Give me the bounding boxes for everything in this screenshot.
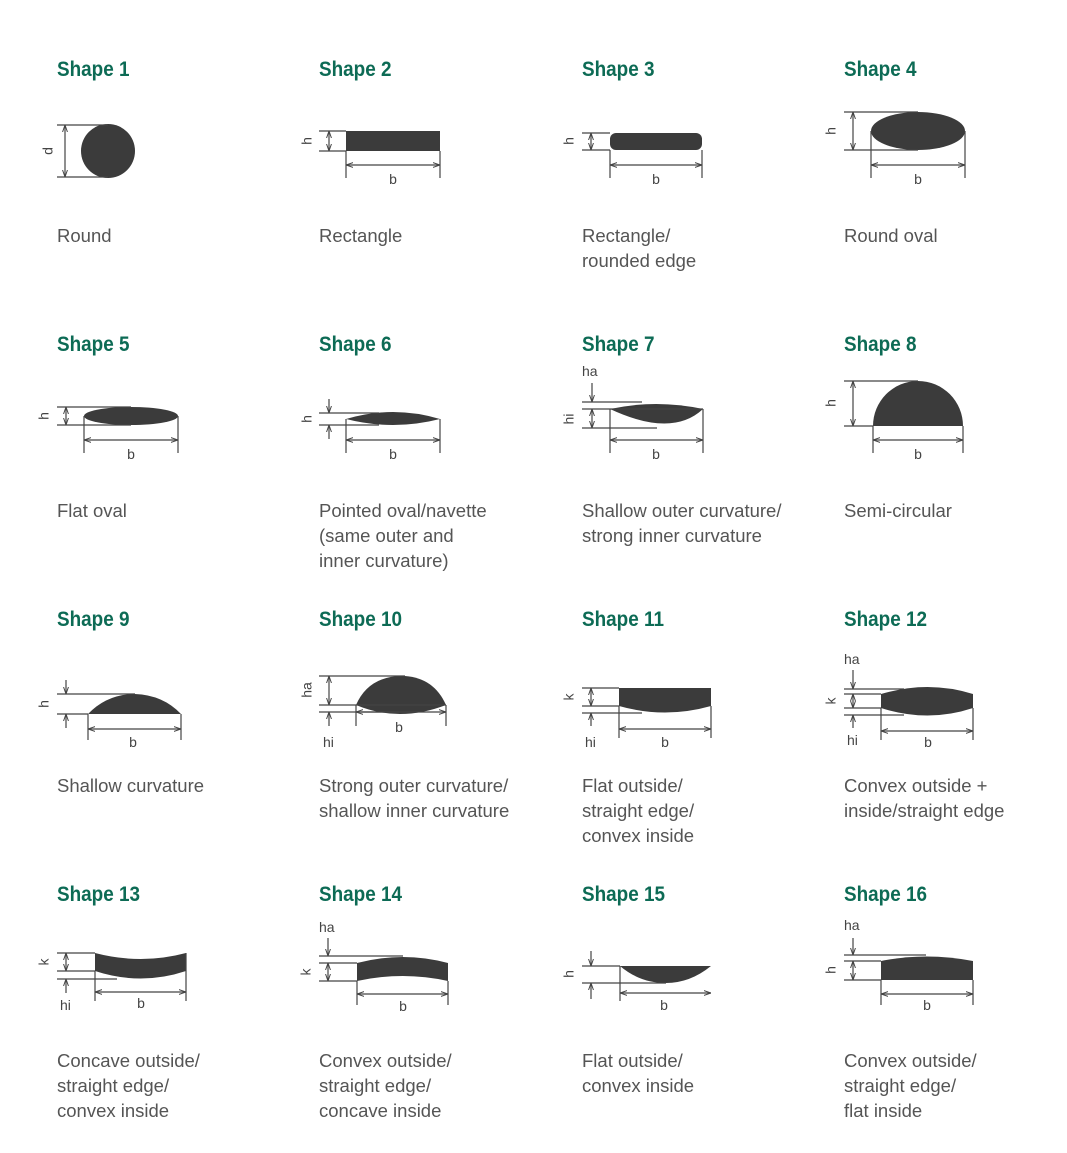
shape-8-diagram — [822, 333, 1067, 483]
dim-label-b: b — [652, 171, 660, 187]
dim-label-b: b — [652, 446, 660, 462]
dim-label-ha: ha — [844, 917, 860, 933]
dim-label-hi: hi — [323, 734, 334, 750]
shape-title: Shape 14 — [319, 883, 402, 906]
dim-label-h: h — [35, 700, 52, 708]
dim-label-h: h — [35, 412, 52, 420]
dim-label-b: b — [399, 998, 407, 1014]
shape-card-7 — [560, 333, 822, 603]
shape-description: Flat outside/ straight edge/ convex inside — [582, 775, 695, 846]
shape-card-9 — [35, 608, 297, 878]
dim-label-b: b — [914, 446, 922, 462]
dim-label-ha: ha — [298, 682, 315, 698]
shape-title: Shape 13 — [57, 883, 140, 906]
shape-title: Shape 2 — [319, 58, 392, 81]
shape-card-13 — [35, 883, 297, 1153]
shape-description: Round — [57, 225, 112, 246]
shape-4-diagram — [822, 58, 1067, 208]
dim-label-k: k — [560, 693, 577, 701]
shape-3-diagram — [560, 58, 822, 208]
shape-6-profile — [346, 412, 440, 425]
dim-label-ha: ha — [319, 919, 335, 935]
shape-1-profile — [81, 124, 135, 178]
shape-15-diagram — [560, 883, 822, 1033]
shape-10-diagram — [298, 608, 559, 758]
shape-15-profile — [620, 966, 711, 983]
shape-description: Rectangle — [319, 225, 403, 246]
dim-label-k: k — [822, 697, 839, 705]
shape-7-profile — [610, 404, 703, 424]
shape-16-profile — [881, 957, 973, 981]
shape-description: Pointed oval/navette (same outer and inner curvature) — [319, 500, 487, 571]
shape-description: Rectangle/ rounded edge — [582, 225, 697, 271]
shape-9-profile — [88, 694, 181, 714]
shape-card-15 — [560, 883, 822, 1153]
shape-8-profile — [873, 381, 963, 426]
dim-label-h: h — [560, 137, 577, 145]
shape-4-profile — [871, 112, 965, 150]
shape-card-6 — [298, 333, 559, 603]
shape-9-diagram — [35, 608, 297, 758]
shape-1-diagram — [39, 58, 297, 208]
dim-label-h: h — [822, 399, 839, 407]
shape-12-diagram — [822, 608, 1067, 758]
dim-label-b: b — [129, 734, 137, 750]
shape-11-diagram — [560, 608, 822, 758]
shape-title: Shape 16 — [844, 883, 927, 906]
shape-2-diagram — [298, 58, 559, 208]
dim-label-h: h — [822, 127, 839, 135]
shape-description: Convex outside/ straight edge/ concave inside — [319, 1050, 452, 1121]
shape-card-1 — [39, 58, 297, 328]
shape-description: Flat outside/ convex inside — [582, 1050, 695, 1096]
dim-label-hi: hi — [60, 997, 71, 1013]
shape-title: Shape 12 — [844, 608, 927, 631]
shape-13-profile — [95, 953, 186, 979]
shape-6-diagram — [298, 333, 559, 483]
dim-label-h: h — [822, 966, 839, 974]
dim-label-b: b — [389, 171, 397, 187]
shape-description: Flat oval — [57, 500, 127, 521]
shape-title: Shape 1 — [57, 58, 130, 81]
shape-5-profile — [84, 407, 178, 425]
dim-label-b: b — [923, 997, 931, 1013]
shape-description: Concave outside/ straight edge/ convex inside — [57, 1050, 200, 1121]
dim-label-d: d — [39, 147, 56, 155]
shape-description: Semi-circular — [844, 500, 952, 521]
dim-label-b: b — [924, 734, 932, 750]
shape-card-2 — [298, 58, 559, 328]
shape-description: Strong outer curvature/ shallow inner curvature — [319, 775, 510, 821]
shape-title: Shape 3 — [582, 58, 655, 81]
shape-13-diagram — [35, 883, 297, 1033]
shape-11-profile — [619, 688, 711, 713]
dim-label-b: b — [127, 446, 135, 462]
shape-5-diagram — [35, 333, 297, 483]
dim-label-b: b — [661, 734, 669, 750]
shape-card-14 — [297, 883, 559, 1153]
shape-description: Convex outside + inside/straight edge — [844, 775, 1005, 821]
shape-description: Shallow curvature — [57, 775, 205, 796]
shape-16-diagram — [822, 883, 1067, 1033]
shape-title: Shape 8 — [844, 333, 917, 356]
shape-title: Shape 9 — [57, 608, 130, 631]
dim-label-k: k — [297, 968, 314, 976]
dim-label-ha: ha — [844, 651, 860, 667]
dim-label-k: k — [35, 958, 52, 966]
shape-14-profile — [357, 957, 448, 981]
shape-title: Shape 4 — [844, 58, 917, 81]
shape-3-profile — [610, 133, 702, 150]
dim-label-b: b — [660, 997, 668, 1013]
dim-label-b: b — [395, 719, 403, 735]
dim-label-b: b — [389, 446, 397, 462]
shape-card-5 — [35, 333, 297, 603]
shape-description: Shallow outer curvature/ strong inner curvature — [582, 500, 782, 546]
shape-title: Shape 7 — [582, 333, 655, 356]
shape-description: Round oval — [844, 225, 938, 246]
shape-card-12 — [822, 608, 1067, 878]
dim-label-ha: ha — [582, 363, 598, 379]
dim-label-b: b — [914, 171, 922, 187]
shape-card-8 — [822, 333, 1067, 603]
shape-title: Shape 11 — [582, 608, 664, 631]
shape-card-10 — [298, 608, 559, 878]
shape-card-11 — [560, 608, 822, 878]
shape-7-diagram — [560, 333, 822, 483]
shape-14-diagram — [297, 883, 559, 1033]
shape-description: Convex outside/ straight edge/ flat inside — [844, 1050, 977, 1121]
shape-title: Shape 5 — [57, 333, 130, 356]
dim-label-h: h — [560, 970, 577, 978]
shape-10-profile — [356, 676, 446, 714]
dim-label-hi: hi — [585, 734, 596, 750]
shape-2-profile — [346, 131, 440, 151]
dim-label-h: h — [298, 415, 315, 423]
shape-title: Shape 15 — [582, 883, 665, 906]
dim-label-b: b — [137, 995, 145, 1011]
dim-label-hi: hi — [847, 732, 858, 748]
dim-label-h: h — [298, 137, 315, 145]
shape-title: Shape 10 — [319, 608, 402, 631]
shape-card-3 — [560, 58, 822, 328]
shape-title: Shape 6 — [319, 333, 392, 356]
dim-label-hi: hi — [560, 413, 577, 425]
shape-card-16 — [822, 883, 1067, 1153]
shape-12-profile — [881, 687, 973, 716]
shape-card-4 — [822, 58, 1067, 328]
